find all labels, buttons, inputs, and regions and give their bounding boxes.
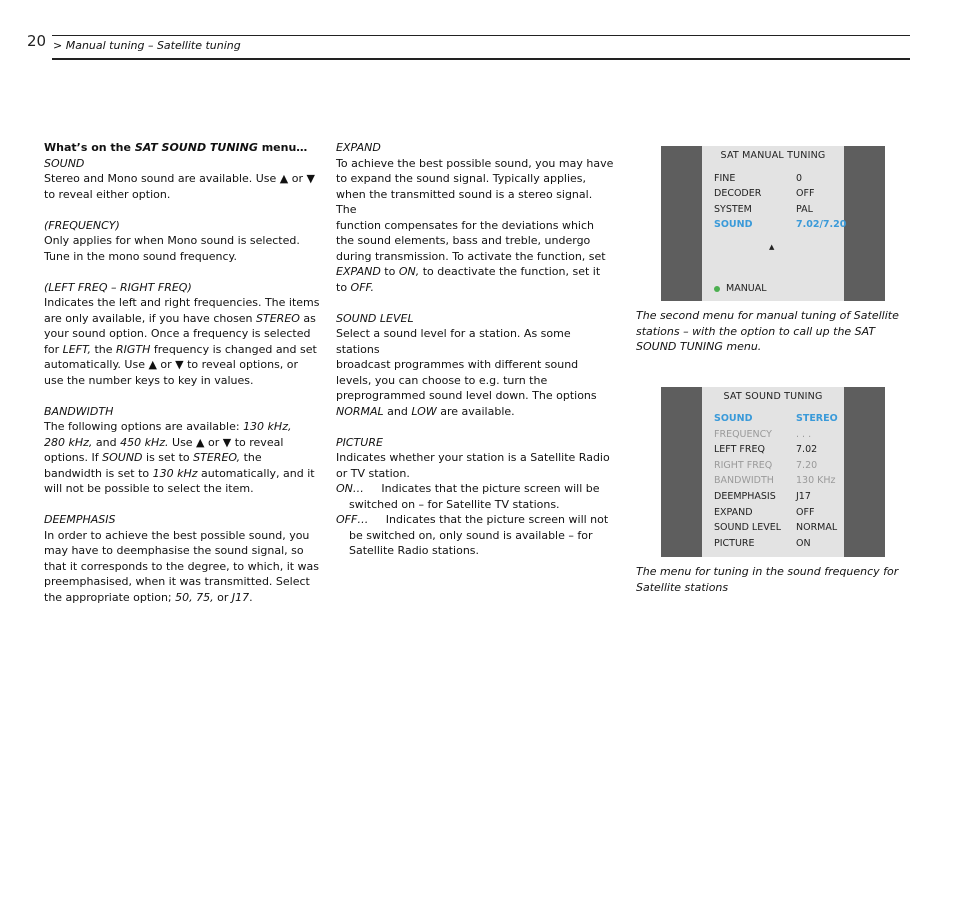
caption-manual-tuning: The second menu for manual tuning of Satellite stations – with the option to call up the SAT SOUND TUNING menu. <box>636 309 899 353</box>
expand-text: to expand the sound signal. Typically applies, <box>336 172 587 185</box>
page-number: 20 <box>27 32 47 50</box>
expand-text: during transmission. To activate the function, set <box>336 249 606 263</box>
sound-text: to reveal either option. <box>44 187 171 201</box>
deemphasis-text: In order to achieve the best possible sound, you <box>44 528 310 542</box>
picture-text: or TV station. <box>336 466 410 480</box>
text-column-2 <box>336 140 614 559</box>
menu-row-sound-selected[interactable]: SOUND STEREO <box>714 413 838 424</box>
expand-text: EXPAND to ON, to deactivate the function, set it <box>336 265 601 278</box>
picture-title: PICTURE <box>336 435 383 449</box>
bandwidth-text: will not be possible to select the item. <box>44 482 254 495</box>
sound-text: Stereo and Mono sound are available. Use ▲ or ▼ <box>44 172 315 185</box>
deemphasis-text: that it corresponds to the degree, to which, it was <box>44 559 320 573</box>
deemphasis-text: the appropriate option; 50, 75, or J17. <box>44 590 253 604</box>
menu-row-system[interactable]: SYSTEM PAL <box>714 204 813 215</box>
sat-sound-tuning-screen <box>661 387 885 557</box>
deemphasis-text: preemphasised, when it was transmitted. Select <box>44 575 310 588</box>
picture-off-text: be switched on, only sound is available – for <box>349 528 593 542</box>
up-arrow-icon: ▲ <box>769 243 775 251</box>
left-right-text: for LEFT, the RIGTH frequency is changed and set <box>44 342 317 356</box>
screen-title: SAT MANUAL TUNING <box>720 150 826 161</box>
left-right-freq-title: (LEFT FREQ – RIGHT FREQ) <box>44 280 192 294</box>
picture-on-text: switched on – for Satellite TV stations. <box>349 497 560 511</box>
green-indicator-icon <box>714 286 720 292</box>
sound-level-text: NORMAL and LOW are available. <box>336 404 515 418</box>
sound-level-text: Select a sound level for a station. As some stations <box>336 327 571 356</box>
deemphasis-title: DEEMPHASIS <box>44 513 116 526</box>
sound-level-text: levels, you can choose to e.g. turn the <box>336 373 548 387</box>
bandwidth-text: options. If SOUND is set to STEREO, the <box>44 451 262 464</box>
caption-sound-tuning: The menu for tuning in the sound frequency for Satellite stations <box>636 565 899 594</box>
expand-text: when the transmitted sound is a stereo signal. The <box>336 187 593 216</box>
bandwidth-text: 280 kHz, and 450 kHz. Use ▲ or ▼ to reveal <box>44 435 284 449</box>
menu-row-expand[interactable]: EXPAND OFF <box>714 507 815 518</box>
left-right-text: Indicates the left and right frequencies. The items <box>44 296 320 309</box>
sound-title: SOUND <box>44 156 85 170</box>
bandwidth-title: BANDWIDTH <box>44 404 114 418</box>
menu-row-frequency[interactable]: FREQUENCY . . . <box>714 429 812 440</box>
expand-text: the sound elements, bass and treble, undergo <box>336 234 591 247</box>
breadcrumb: > Manual tuning – Satellite tuning <box>53 39 241 52</box>
picture-text: Indicates whether your station is a Satellite Radio <box>336 451 610 464</box>
picture-off-text: Satellite Radio stations. <box>349 544 480 557</box>
deemphasis-text: may have to deemphasise the sound signal, so <box>44 544 304 557</box>
manual-label: MANUAL <box>726 283 767 294</box>
menu-row-decoder[interactable]: DECODER OFF <box>714 188 815 199</box>
left-right-text: automatically. Use ▲ or ▼ to reveal options, or <box>44 358 299 371</box>
expand-text: To achieve the best possible sound, you may have <box>336 156 614 170</box>
menu-row-right-freq[interactable]: RIGHT FREQ 7.20 <box>714 460 818 471</box>
left-right-text: your sound option. Once a frequency is selected <box>44 327 311 340</box>
frequency-text: Only applies for when Mono sound is selected. <box>44 234 300 247</box>
left-right-text: are only available, if you have chosen STEREO as <box>44 311 316 325</box>
menu-row-deemphasis[interactable]: DEEMPHASIS J17 <box>714 491 811 502</box>
menu-row-sound-level[interactable]: SOUND LEVEL NORMAL <box>714 522 838 533</box>
frequency-text: Tune in the mono sound frequency. <box>44 249 237 263</box>
picture-on-text: ON… Indicates that the picture screen will be <box>336 482 600 495</box>
left-right-text: use the number keys to key in values. <box>44 373 254 387</box>
menu-row-bandwidth[interactable]: BANDWIDTH 130 KHz <box>714 475 836 486</box>
expand-text: function compensates for the deviations which <box>336 218 594 232</box>
expand-text: to OFF. <box>336 280 374 294</box>
menu-row-fine[interactable]: FINE 0 <box>714 173 803 184</box>
text-column-1 <box>44 140 322 605</box>
header-rule-top <box>52 35 910 36</box>
sound-level-title: SOUND LEVEL <box>336 311 414 325</box>
sound-level-text: preprogrammed sound level down. The options <box>336 389 597 402</box>
header-rule-bottom <box>52 58 910 60</box>
bandwidth-text: The following options are available: 130 kHz, <box>44 420 292 433</box>
expand-title: EXPAND <box>336 141 381 154</box>
sat-manual-tuning-screen <box>661 146 885 301</box>
sound-level-text: broadcast programmes with different sound <box>336 358 579 371</box>
screen-title: SAT SOUND TUNING <box>723 391 823 402</box>
menu-row-picture[interactable]: PICTURE ON <box>714 538 811 549</box>
menu-row-left-freq[interactable]: LEFT FREQ 7.02 <box>714 444 818 455</box>
bandwidth-text: bandwidth is set to 130 kHz automatically, and it <box>44 466 315 480</box>
section-heading: What’s on the SAT SOUND TUNING menu… <box>44 141 308 154</box>
frequency-title: (FREQUENCY) <box>44 218 120 232</box>
picture-off-text: OFF… Indicates that the picture screen will not <box>336 513 609 526</box>
menu-row-sound-selected[interactable]: SOUND 7.02/7.20 <box>714 219 847 230</box>
